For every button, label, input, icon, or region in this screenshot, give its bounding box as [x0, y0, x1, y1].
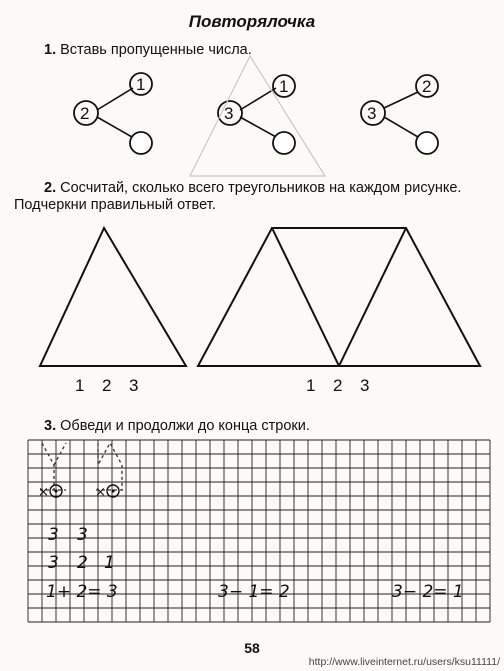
- page-title: Повторялочка: [188, 12, 316, 31]
- task2-number: 2.: [44, 180, 57, 196]
- row-b-digit-2: 2: [77, 553, 88, 573]
- diagram2-whole: 3: [224, 104, 234, 123]
- empty-part-circle-3[interactable]: [416, 132, 438, 154]
- diagram3-part-top: 2: [422, 77, 432, 96]
- example-1: 1+ 2= 3: [46, 582, 118, 602]
- example-3: 3− 2= 1: [392, 582, 464, 602]
- diagram2-part-top: 1: [279, 77, 289, 96]
- row-b-digit-1: 3: [48, 553, 59, 573]
- dot-circle-icons: [38, 485, 119, 500]
- answer-right-3[interactable]: 3: [360, 376, 370, 395]
- diagram1-part-top: 1: [136, 75, 146, 94]
- task2-instruction: [44, 180, 461, 197]
- row-a-digit-2: 3: [77, 525, 88, 545]
- empty-part-circle-1[interactable]: [130, 132, 152, 154]
- row-a-digit-1: 3: [48, 525, 59, 545]
- task2-text-line1: Сосчитай, сколько всего треугольников на каждом рисунке.: [60, 180, 462, 196]
- triangle-figure-right: [198, 228, 480, 366]
- task1-text: Вставь пропущенные числа.: [60, 42, 252, 58]
- svg-text:×: ×: [95, 485, 106, 500]
- answer-left-3[interactable]: 3: [129, 376, 139, 395]
- page-number: 58: [244, 640, 260, 656]
- example-2: 3− 1= 2: [218, 582, 290, 602]
- watermark-url: http://www.liveinternet.ru/users/ksu11111/: [308, 656, 500, 668]
- task3-text: Обведи и продолжи до конца строки.: [60, 418, 310, 434]
- row-b-digit-3: 1: [104, 553, 115, 573]
- task3-number: 3.: [44, 418, 57, 434]
- answer-left-1[interactable]: 1: [75, 376, 85, 395]
- task3-instruction: [44, 418, 310, 435]
- triangle-figure-left: [40, 228, 186, 366]
- tracing-pattern[interactable]: [40, 443, 124, 490]
- diagram1-whole: 2: [80, 104, 90, 123]
- answer-right-2[interactable]: 2: [333, 376, 343, 395]
- answer-left-2[interactable]: 2: [102, 376, 112, 395]
- diagram3-whole: 3: [367, 104, 377, 123]
- answer-right-1[interactable]: 1: [306, 376, 316, 395]
- svg-text:×: ×: [38, 485, 49, 500]
- empty-part-circle-2[interactable]: [273, 132, 295, 154]
- task2-text-line2: Подчеркни правильный ответ.: [14, 197, 216, 213]
- bleed-through-shape: [190, 56, 325, 176]
- task1-number: 1.: [44, 42, 57, 58]
